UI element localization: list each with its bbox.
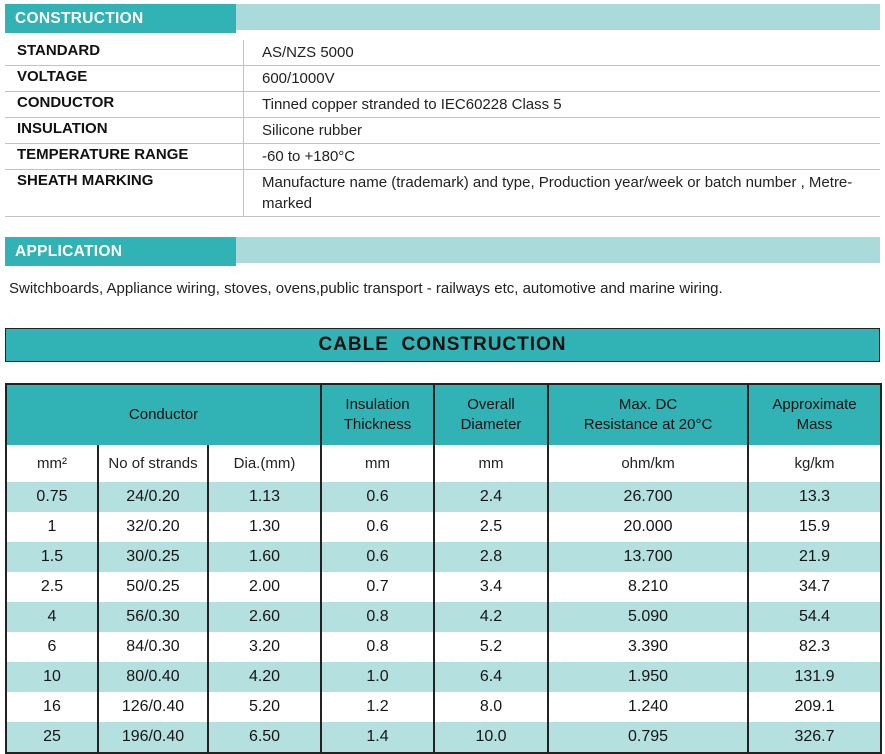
table-cell: 80/0.40	[98, 662, 208, 692]
table-cell: 5.090	[548, 602, 748, 632]
table-row	[6, 602, 881, 632]
table-cell: 8.210	[548, 572, 748, 602]
table-cell: 13.700	[548, 542, 748, 572]
column-unit-header: kg/km	[748, 445, 881, 482]
construction-spec-table	[5, 40, 880, 217]
table-cell: 25	[6, 722, 98, 753]
column-unit-header: Dia.(mm)	[208, 445, 321, 482]
table-cell: 5.20	[208, 692, 321, 722]
spec-row	[5, 118, 880, 144]
table-cell: 84/0.30	[98, 632, 208, 662]
table-row	[6, 722, 881, 753]
spec-label: TEMPERATURE RANGE	[17, 146, 189, 163]
table-cell: 0.6	[321, 542, 434, 572]
table-cell: 56/0.30	[98, 602, 208, 632]
table-cell: 1.950	[548, 662, 748, 692]
cc-group-header-row	[6, 384, 881, 445]
table-cell: 326.7	[748, 722, 881, 753]
table-cell: 3.20	[208, 632, 321, 662]
column-group-header	[434, 384, 548, 445]
table-cell: 4.2	[434, 602, 548, 632]
table-row	[6, 632, 881, 662]
table-cell: 82.3	[748, 632, 881, 662]
table-cell: 0.8	[321, 632, 434, 662]
spec-row	[5, 92, 880, 118]
table-row	[6, 542, 881, 572]
table-cell: 15.9	[748, 512, 881, 542]
header-line: Max. DC	[618, 396, 678, 413]
spec-label: SHEATH MARKING	[17, 172, 154, 189]
cable-construction-table	[5, 383, 882, 754]
cc-head	[6, 384, 881, 482]
table-cell: 2.4	[434, 482, 548, 512]
cable-construction-gap	[5, 362, 880, 383]
table-cell: 2.8	[434, 542, 548, 572]
table-cell: 0.6	[321, 482, 434, 512]
table-cell: 4.20	[208, 662, 321, 692]
cc-units-row	[6, 445, 881, 482]
construction-section-title: CONSTRUCTION	[5, 4, 236, 33]
column-group-header	[748, 384, 881, 445]
table-cell: 1	[6, 512, 98, 542]
table-cell: 0.7	[321, 572, 434, 602]
construction-section	[5, 4, 880, 217]
spec-value: Manufacture name (trademark) and type, Production year/week or batch number , Metre-marked	[243, 170, 880, 216]
table-cell: 2.5	[434, 512, 548, 542]
table-cell: 1.240	[548, 692, 748, 722]
table-cell: 13.3	[748, 482, 881, 512]
cable-construction-title: CABLE CONSTRUCTION	[5, 328, 880, 362]
table-cell: 21.9	[748, 542, 881, 572]
table-cell: 2.00	[208, 572, 321, 602]
table-cell: 3.4	[434, 572, 548, 602]
column-unit-header: ohm/km	[548, 445, 748, 482]
header-line: Resistance at 20°C	[583, 416, 713, 433]
header-line: Overall	[467, 396, 515, 413]
table-cell: 0.75	[6, 482, 98, 512]
application-header-band	[5, 237, 880, 266]
table-row	[6, 572, 881, 602]
spec-row	[5, 170, 880, 217]
column-group-header	[548, 384, 748, 445]
column-unit-header: mm²	[6, 445, 98, 482]
table-cell: 2.60	[208, 602, 321, 632]
header-line: Mass	[796, 416, 833, 433]
table-cell: 3.390	[548, 632, 748, 662]
header-line: Insulation	[345, 396, 410, 413]
table-row	[6, 692, 881, 722]
table-cell: 24/0.20	[98, 482, 208, 512]
table-cell: 6	[6, 632, 98, 662]
table-cell: 34.7	[748, 572, 881, 602]
table-cell: 6.4	[434, 662, 548, 692]
table-cell: 26.700	[548, 482, 748, 512]
application-section-title: APPLICATION	[5, 237, 236, 266]
table-cell: 0.6	[321, 512, 434, 542]
spec-value: 600/1000V	[243, 66, 880, 91]
spec-row	[5, 66, 880, 92]
spec-row	[5, 144, 880, 170]
spec-label: INSULATION	[17, 120, 108, 137]
table-cell: 1.4	[321, 722, 434, 753]
table-cell: 16	[6, 692, 98, 722]
header-line: Approximate	[772, 396, 857, 413]
table-cell: 32/0.20	[98, 512, 208, 542]
table-cell: 10.0	[434, 722, 548, 753]
table-cell: 209.1	[748, 692, 881, 722]
table-cell: 8.0	[434, 692, 548, 722]
table-cell: 196/0.40	[98, 722, 208, 753]
spec-label: STANDARD	[17, 42, 101, 59]
cc-tbody	[6, 482, 881, 753]
column-unit-header: mm	[434, 445, 548, 482]
table-cell: 1.2	[321, 692, 434, 722]
table-cell: 131.9	[748, 662, 881, 692]
spec-label: VOLTAGE	[17, 68, 88, 85]
table-cell: 5.2	[434, 632, 548, 662]
table-cell: 2.5	[6, 572, 98, 602]
table-cell: 1.0	[321, 662, 434, 692]
construction-header-band	[5, 4, 880, 33]
column-unit-header: No of strands	[98, 445, 208, 482]
table-cell: 54.4	[748, 602, 881, 632]
application-header-extension	[236, 237, 880, 263]
spec-row	[5, 40, 880, 66]
table-cell: 1.60	[208, 542, 321, 572]
table-row	[6, 662, 881, 692]
column-unit-header: mm	[321, 445, 434, 482]
header-line: Thickness	[343, 416, 412, 433]
header-line: Conductor	[128, 406, 199, 423]
application-text: Switchboards, Appliance wiring, stoves, ovens,public transport - railways etc, automotive and marine wiring.	[9, 280, 723, 297]
spec-label: CONDUCTOR	[17, 94, 115, 111]
application-section	[5, 237, 880, 297]
table-cell: 1.13	[208, 482, 321, 512]
table-cell: 1.30	[208, 512, 321, 542]
column-group-header	[321, 384, 434, 445]
table-cell: 1.5	[6, 542, 98, 572]
table-cell: 0.8	[321, 602, 434, 632]
table-cell: 0.795	[548, 722, 748, 753]
table-cell: 10	[6, 662, 98, 692]
spec-value: AS/NZS 5000	[243, 40, 880, 65]
table-cell: 50/0.25	[98, 572, 208, 602]
table-row	[6, 482, 881, 512]
header-line: Diameter	[460, 416, 522, 433]
column-group-header	[6, 384, 321, 445]
cable-construction-section	[5, 328, 880, 754]
construction-header-extension	[236, 4, 880, 30]
table-cell: 20.000	[548, 512, 748, 542]
table-cell: 6.50	[208, 722, 321, 753]
table-cell: 126/0.40	[98, 692, 208, 722]
spec-value: -60 to +180°C	[243, 144, 880, 169]
table-cell: 4	[6, 602, 98, 632]
spec-value: Silicone rubber	[243, 118, 880, 143]
spec-value: Tinned copper stranded to IEC60228 Class 5	[243, 92, 880, 117]
table-row	[6, 512, 881, 542]
table-cell: 30/0.25	[98, 542, 208, 572]
